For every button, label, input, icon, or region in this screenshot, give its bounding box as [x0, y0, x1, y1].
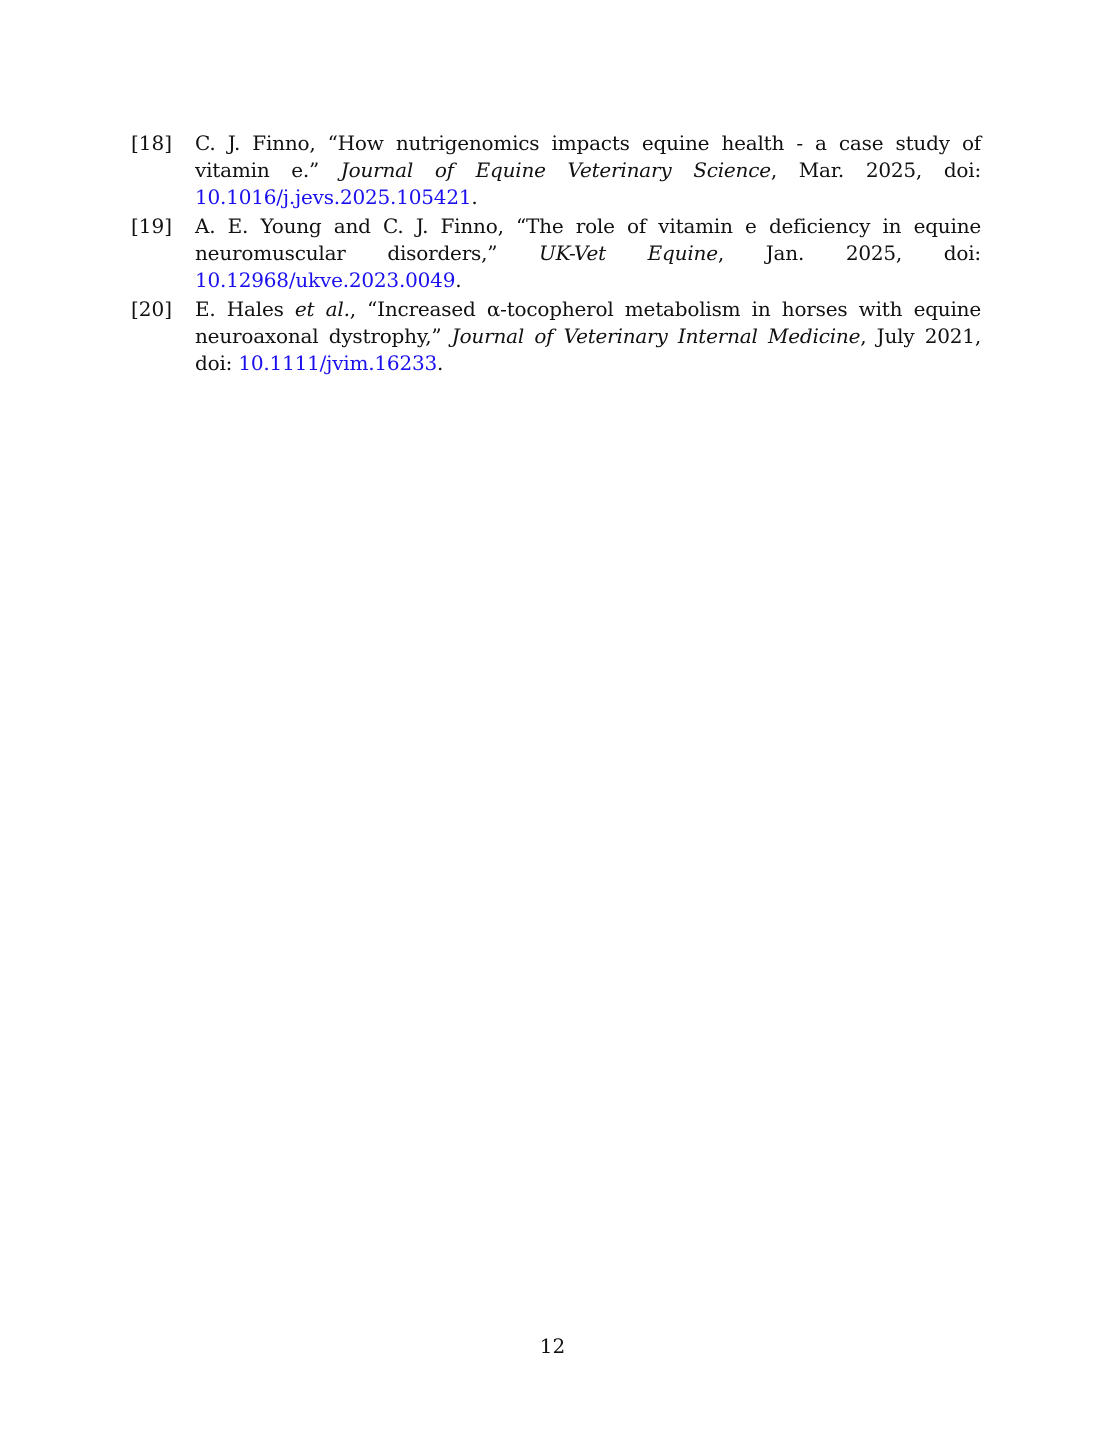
reference-venue: Journal of Veterinary Internal Medicine: [451, 324, 861, 348]
reference-text: [195, 296, 981, 377]
reference-list: [131, 130, 981, 379]
reference-details: , Jan. 2025, doi:: [717, 241, 981, 265]
reference-details: , Mar. 2025, doi:: [770, 158, 981, 182]
reference-venue: UK-Vet Equine: [539, 241, 718, 265]
reference-text: [195, 213, 981, 294]
reference-end: .: [437, 351, 444, 375]
reference-etal: et al.: [294, 297, 350, 321]
reference-label: [18]: [131, 131, 173, 155]
reference-title: “How nutrigenomics impacts equine health - a case study of vitamin e.”: [195, 131, 981, 182]
doi-link[interactable]: 10.1016/j.jevs.2025.105421: [195, 185, 472, 209]
reference-end: .: [471, 185, 478, 209]
doi-link[interactable]: 10.12968/ukve.2023.0049: [195, 268, 456, 292]
reference-authors: E. Hales: [195, 297, 295, 321]
reference-end: .: [455, 268, 462, 292]
reference-title: “The role of vitamin e deficiency in equine neuromuscular disorders,”: [195, 214, 982, 265]
doi-link[interactable]: 10.1111/jvim.16233: [238, 351, 438, 375]
reference-authors: A. E. Young and C. J. Finno,: [195, 214, 516, 238]
reference-text: [195, 130, 981, 211]
reference-item: [131, 296, 981, 377]
reference-item: [131, 213, 981, 294]
reference-label: [19]: [131, 214, 173, 238]
reference-title: “Increased α-tocopherol metabolism in horses with equine neuroaxonal dystrophy,”: [195, 297, 982, 348]
reference-authors: C. J. Finno,: [195, 131, 328, 155]
reference-venue: Journal of Equine Veterinary Science: [340, 158, 771, 182]
reference-item: [131, 130, 981, 211]
reference-authors-separator: ,: [349, 297, 368, 321]
reference-details: , July 2021, doi:: [195, 324, 981, 375]
page-number: 12: [539, 1334, 566, 1358]
reference-label: [20]: [131, 297, 173, 321]
